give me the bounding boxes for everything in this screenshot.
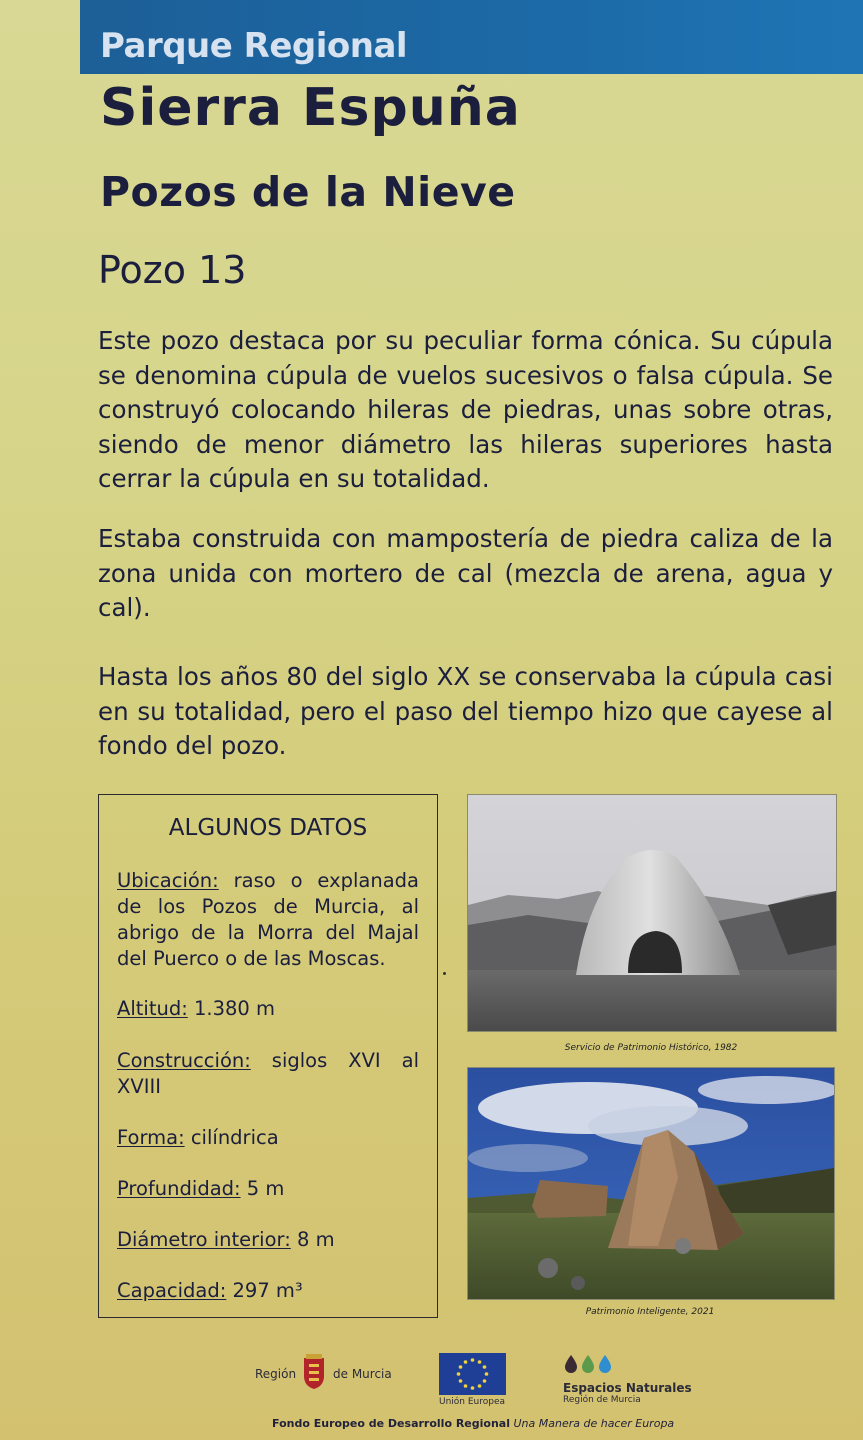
fondo-europeo-text: Fondo Europeo de Desarrollo Regional	[272, 1417, 510, 1430]
facts-box	[98, 794, 438, 1318]
espacios-naturales-drops-icon	[563, 1353, 615, 1375]
pozo-number: Pozo 13	[98, 248, 247, 292]
fact-label: Construcción:	[117, 1049, 251, 1072]
fact-value: 8 m	[290, 1228, 335, 1251]
page-title: Sierra Espuña	[100, 78, 521, 138]
fact-label: Ubicación:	[117, 869, 219, 892]
fact-value: siglos XVI al XVIII	[117, 1049, 419, 1098]
fact-label: Altitud:	[117, 997, 188, 1020]
fact-construccion	[117, 1048, 419, 1100]
espacios-naturales-title: Espacios Naturales	[563, 1381, 692, 1395]
paragraph-2: Estaba construida con mampostería de piedra caliza de la zona unida con mortero de cal (mezcla de arena, agua y cal).	[98, 524, 833, 622]
paragraph-3: Hasta los años 80 del siglo XX se conservaba la cúpula casi en su totalidad, pero el paso del tiempo hizo que cayese al fondo del pozo.	[98, 662, 833, 760]
fact-value: 5 m	[240, 1177, 285, 1200]
fact-value: cilíndrica	[184, 1126, 279, 1149]
photo-2021	[467, 1067, 835, 1300]
photo-1982-caption: Servicio de Patrimonio Histórico, 1982	[564, 1043, 738, 1053]
fact-label: Forma:	[117, 1126, 185, 1149]
fact-altitud	[117, 996, 419, 1022]
fact-value: raso o explanada de los Pozos de Murcia, al abrigo de la Morra del Majal del Puerco o de las Moscas.	[117, 869, 419, 970]
decorative-dot	[443, 972, 446, 975]
facts-title: ALGUNOS DATOS	[168, 815, 368, 841]
photo-2021-caption: Patrimonio Inteligente, 2021	[585, 1307, 715, 1317]
eu-label: Unión Europea	[438, 1397, 506, 1407]
eu-flag-icon	[439, 1353, 506, 1395]
fact-capacidad	[117, 1278, 419, 1304]
photo-1982	[467, 794, 837, 1032]
page-subtitle: Pozos de la Nieve	[100, 168, 516, 216]
photo-2021-image	[468, 1068, 834, 1299]
fact-profundidad	[117, 1176, 419, 1202]
fondo-motto-text: Una Manera de hacer Europa	[509, 1417, 675, 1430]
espacios-naturales-sub: Región de Murcia	[563, 1395, 641, 1405]
murcia-shield-icon	[300, 1354, 328, 1390]
fondo-europeo-line	[272, 1417, 674, 1430]
region-murcia-label-right: de Murcia	[333, 1367, 392, 1381]
fact-label: Diámetro interior:	[117, 1228, 291, 1251]
fact-label: Profundidad:	[117, 1177, 241, 1200]
header-band	[80, 0, 863, 74]
fact-diametro	[117, 1227, 419, 1253]
fact-value: 1.380 m	[187, 997, 275, 1020]
fact-ubicacion	[117, 868, 419, 972]
park-label: Parque Regional	[100, 26, 408, 66]
footer-logos	[0, 1340, 863, 1440]
region-murcia-label-left: Región	[255, 1367, 297, 1381]
fact-forma	[117, 1125, 419, 1151]
paragraph-1: Este pozo destaca por su peculiar forma cónica. Su cúpula se denomina cúpula de vuelos sucesivos o falsa cúpula. Se construyó colocando hileras de piedras, unas sobre otras, siendo de menor diámetro las hileras superiores hasta cerrar la cúpula en su totalidad.	[98, 326, 833, 493]
fact-label: Capacidad:	[117, 1279, 227, 1302]
photo-1982-image	[468, 795, 836, 1031]
fact-value: 297 m³	[226, 1279, 303, 1302]
